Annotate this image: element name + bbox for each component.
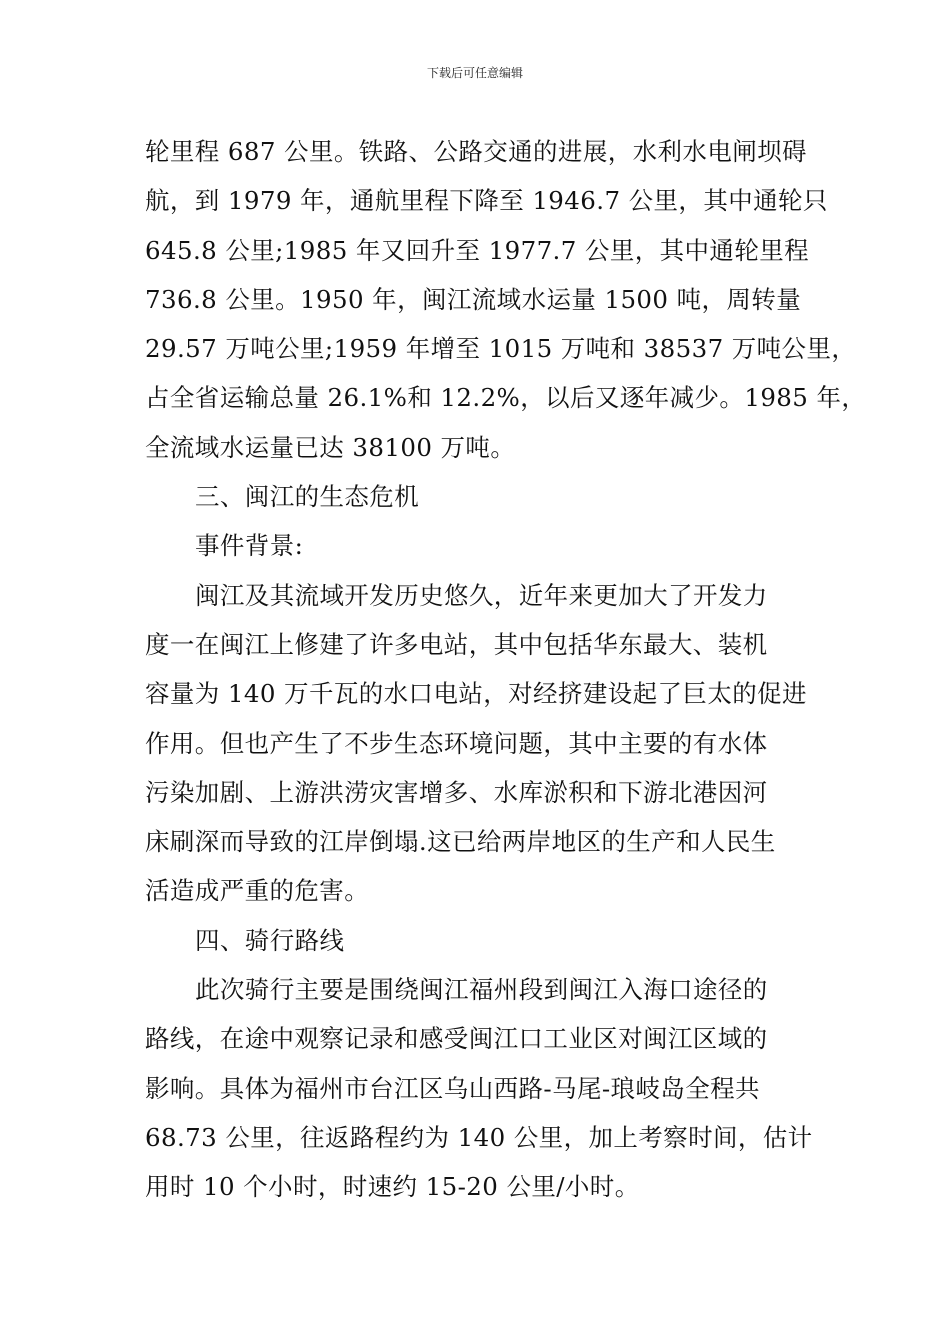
section-heading-ecological-crisis: 三、闽江的生态危机 [195, 482, 420, 512]
text-line-6: 占全省运输总量 26.1%和 12.2%，以后又逐年减少。1985 年， [145, 383, 867, 413]
subheading-event-background: 事件背景: [195, 531, 304, 561]
text-line-14: 污染加剧、上游洪涝灾害增多、水库淤积和下游北港因河 [145, 777, 768, 807]
text-line-22: 用时 10 个小时，时速约 15-20 公里/小时。 [145, 1172, 640, 1202]
text-line-2: 航，到 1979 年，通航里程下降至 1946.7 公里，其中通轮只 [145, 186, 828, 216]
text-line-5: 29.57 万吨公里;1959 年增至 1015 万吨和 38537 万吨公里， [145, 334, 857, 364]
text-line-11: 度一在闽江上修建了许多电站，其中包括华东最大、装机 [145, 629, 768, 659]
page-header: 下载后可任意编辑 [426, 66, 523, 80]
document-body [145, 127, 867, 1212]
text-line-4: 736.8 公里。1950 年，闽江流域水运量 1500 吨，周转量 [145, 284, 802, 314]
text-line-13: 作用。但也产生了不步生态环境问题，其中主要的有水体 [145, 728, 768, 758]
text-line-12: 容量为 140 万千瓦的水口电站，对经挤建设起了巨太的促进 [145, 679, 807, 709]
text-line-16: 活造成严重的危害。 [145, 876, 370, 906]
section-heading-cycling-route: 四、骑行路线 [195, 925, 345, 955]
text-line-3: 645.8 公里;1985 年又回升至 1977.7 公里，其中通轮里程 [145, 235, 810, 265]
text-line-10: 闽江及其流域开发历史悠久，近年来更加大了开发力 [195, 580, 768, 610]
text-line-19: 路线，在途中观察记录和感受闽江口工业区对闽江区域的 [145, 1024, 768, 1054]
text-line-7: 全流域水运量已达 38100 万吨。 [145, 432, 516, 462]
text-line-21: 68.73 公里，往返路程约为 140 公里，加上考察时间，估计 [145, 1122, 813, 1152]
text-line-1: 轮里程 687 公里。铁路、公路交通的进展，水利水电闸坝碍 [145, 137, 807, 166]
text-line-15: 床刷深而导致的江岸倒塌.这已给两岸地区的生产和人民生 [145, 827, 776, 857]
text-line-20: 影响。具体为福州市台江区乌山西路-马尾-琅岐岛全程共 [145, 1073, 760, 1103]
text-line-18: 此次骑行主要是围绕闽江福州段到闽江入海口途径的 [195, 975, 768, 1005]
